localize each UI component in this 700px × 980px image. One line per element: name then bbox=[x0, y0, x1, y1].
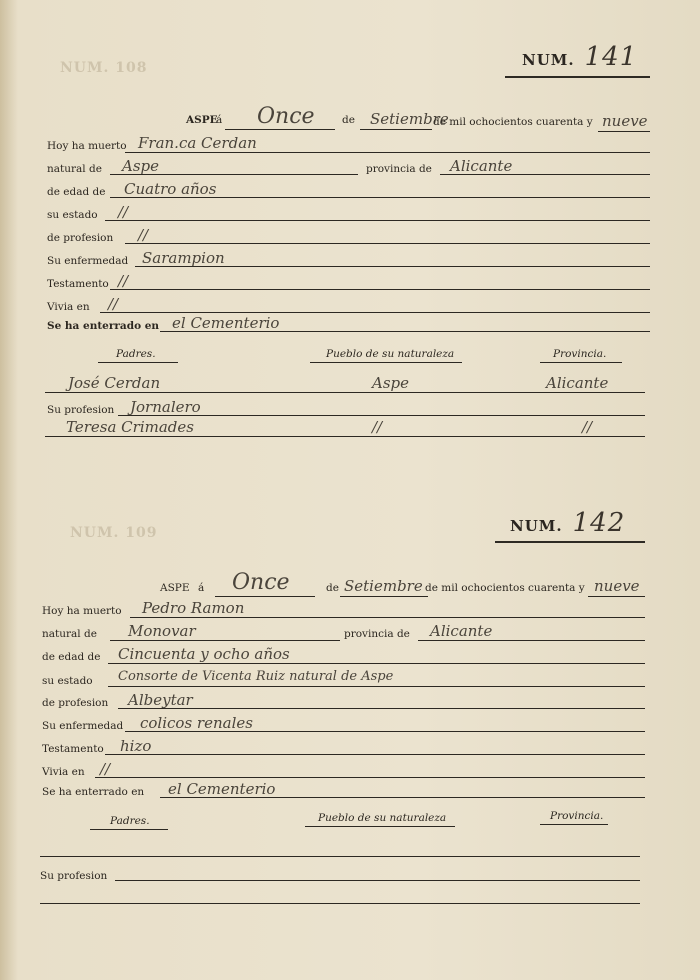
ghost-number-mid: NUM. 109 bbox=[70, 525, 158, 541]
year-prefix: de mil ochocientos cuarenta y bbox=[425, 582, 585, 594]
illness-label: Su enfermedad bbox=[47, 255, 129, 267]
died-label: Hoy ha muerto bbox=[47, 140, 127, 152]
lived-label: Vivia en bbox=[47, 301, 90, 313]
died-label: Hoy ha muerto bbox=[42, 605, 122, 617]
province-label: provincia de bbox=[344, 628, 410, 640]
town-header-rule bbox=[310, 362, 462, 363]
testament-label: Testamento bbox=[47, 278, 109, 290]
month-value: Setiembre bbox=[344, 577, 423, 595]
province-label: provincia de bbox=[366, 163, 432, 175]
father-province: Alicante bbox=[546, 374, 609, 392]
lived-line bbox=[100, 312, 650, 313]
province-line bbox=[418, 640, 645, 641]
native-label: natural de bbox=[42, 628, 97, 640]
day-value: Once bbox=[257, 104, 315, 129]
native-value: Monovar bbox=[128, 622, 196, 640]
number-underline bbox=[495, 541, 645, 543]
province-header: Provincia. bbox=[550, 810, 604, 822]
year-line bbox=[598, 131, 650, 132]
province-line bbox=[440, 174, 650, 175]
month-value: Setiembre bbox=[370, 110, 449, 128]
year-suffix: nueve bbox=[594, 577, 640, 595]
ghost-number-top: NUM. 108 bbox=[60, 60, 148, 76]
age-line bbox=[108, 663, 645, 664]
native-line bbox=[110, 640, 340, 641]
profession-label: de profesion bbox=[42, 697, 109, 709]
died-line bbox=[130, 617, 645, 618]
province-value: Alicante bbox=[430, 622, 493, 640]
province-header-rule bbox=[540, 824, 608, 825]
buried-value: el Cementerio bbox=[172, 314, 280, 332]
age-label: de edad de bbox=[47, 186, 106, 198]
mother-line bbox=[40, 903, 640, 904]
testament-line bbox=[105, 754, 645, 755]
native-value: Aspe bbox=[122, 157, 160, 175]
parents-profession-line bbox=[115, 880, 640, 881]
illness-line bbox=[125, 731, 645, 732]
buried-value: el Cementerio bbox=[168, 780, 276, 798]
province-header-rule bbox=[540, 362, 622, 363]
year-line bbox=[588, 596, 645, 597]
province-value: Alicante bbox=[450, 157, 513, 175]
illness-line bbox=[135, 266, 650, 267]
profession-line bbox=[118, 708, 645, 709]
father-town: Aspe bbox=[372, 374, 410, 392]
age-label: de edad de bbox=[42, 651, 101, 663]
lived-line bbox=[95, 777, 645, 778]
town-header: Pueblo de su naturaleza bbox=[318, 812, 447, 824]
status-line bbox=[105, 220, 650, 221]
native-line bbox=[110, 174, 358, 175]
place-label: ASPE bbox=[186, 114, 218, 126]
number-value: 142 bbox=[572, 508, 626, 538]
status-value: Consorte de Vicenta Ruiz natural de Aspe bbox=[118, 669, 394, 684]
entry-number bbox=[522, 42, 637, 72]
buried-label: Se ha enterrado en bbox=[42, 786, 145, 798]
day-line bbox=[225, 129, 335, 130]
illness-label: Su enfermedad bbox=[42, 720, 124, 732]
lived-label: Vivia en bbox=[42, 766, 85, 778]
lived-value: // bbox=[108, 295, 119, 313]
profession-label: de profesion bbox=[47, 232, 114, 244]
testament-value: // bbox=[118, 272, 129, 290]
died-value: Pedro Ramon bbox=[142, 599, 245, 617]
age-value: Cuatro años bbox=[124, 180, 217, 198]
illness-value: Sarampion bbox=[142, 249, 225, 267]
father-value: José Cerdan bbox=[68, 374, 161, 392]
month-line bbox=[340, 596, 428, 597]
day-line bbox=[215, 596, 315, 597]
parents-header: Padres. bbox=[116, 348, 156, 360]
status-value: // bbox=[118, 203, 129, 221]
entry-number bbox=[510, 508, 625, 538]
father-line bbox=[40, 856, 640, 857]
town-header: Pueblo de su naturaleza bbox=[326, 348, 455, 360]
age-value: Cincuenta y ocho años bbox=[118, 645, 290, 663]
buried-line bbox=[160, 797, 645, 798]
a-label: á bbox=[216, 114, 223, 126]
mother-value: Teresa Crimades bbox=[66, 418, 194, 436]
illness-value: colicos renales bbox=[140, 714, 253, 732]
native-label: natural de bbox=[47, 163, 102, 175]
profession-line bbox=[125, 243, 650, 244]
number-value: 141 bbox=[584, 42, 638, 72]
number-label: NUM. bbox=[510, 517, 563, 535]
parents-header-rule bbox=[98, 362, 178, 363]
buried-label: Se ha enterrado en bbox=[47, 320, 160, 332]
place-label: ASPE bbox=[160, 582, 190, 594]
de-label: de bbox=[326, 582, 339, 594]
died-line bbox=[125, 152, 650, 153]
died-value: Fran.ca Cerdan bbox=[138, 134, 257, 152]
status-label: su estado bbox=[42, 675, 93, 687]
parents-profession-line bbox=[118, 415, 645, 416]
province-header: Provincia. bbox=[553, 348, 607, 360]
profession-value: // bbox=[138, 226, 149, 244]
testament-line bbox=[110, 289, 650, 290]
buried-line bbox=[160, 331, 650, 332]
year-suffix: nueve bbox=[602, 112, 648, 130]
profession-value: Albeytar bbox=[128, 691, 193, 709]
status-label: su estado bbox=[47, 209, 98, 221]
parents-profession-label: Su profesion bbox=[47, 404, 115, 416]
parents-profession-label: Su profesion bbox=[40, 870, 108, 882]
father-line bbox=[45, 392, 645, 393]
status-line bbox=[108, 686, 645, 687]
testament-value: hizo bbox=[120, 737, 152, 755]
lived-value: // bbox=[100, 760, 111, 778]
town-header-rule bbox=[305, 826, 455, 827]
month-line bbox=[360, 129, 432, 130]
parents-header-rule bbox=[90, 829, 168, 830]
age-line bbox=[110, 197, 650, 198]
mother-province: // bbox=[582, 418, 593, 436]
day-value: Once bbox=[232, 570, 290, 595]
de-label: de bbox=[342, 114, 355, 126]
mother-line bbox=[45, 436, 645, 437]
mother-town: // bbox=[372, 418, 383, 436]
number-underline bbox=[505, 76, 650, 78]
year-prefix: de mil ochocientos cuarenta y bbox=[433, 116, 593, 128]
parents-header: Padres. bbox=[110, 815, 150, 827]
testament-label: Testamento bbox=[42, 743, 104, 755]
number-label: NUM. bbox=[522, 51, 575, 69]
a-label: á bbox=[198, 582, 205, 594]
parents-profession-value: Jornalero bbox=[130, 398, 201, 416]
